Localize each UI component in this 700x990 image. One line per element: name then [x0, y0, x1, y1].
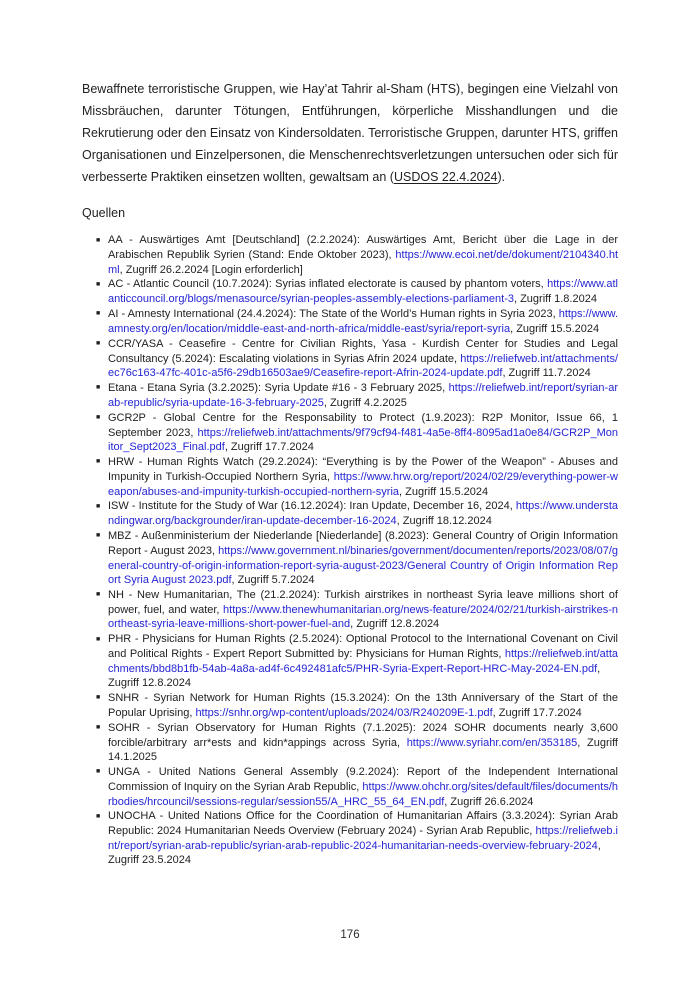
- source-tail-text: , Zugriff 17.7.2024: [224, 441, 314, 454]
- source-lead-text: UNGA - United Nations General Assembly (9.2.2024): Report of the Independent International Commission of Inquiry on the Syrian Arab Republic,: [108, 765, 618, 793]
- source-url-link[interactable]: https://www.syriahr.com/en/353185: [406, 736, 578, 749]
- page-number: 176: [340, 929, 360, 941]
- source-lead-text: HRW - Human Rights Watch (29.2.2024): “Everything is by the Power of the Weapon” - Abuses and Impunity in Turkish-Occupied Northern Syria,: [108, 455, 618, 483]
- bullet-square-icon: ■: [96, 812, 101, 820]
- bullet-square-icon: ■: [96, 414, 101, 422]
- source-lead-text: CCR/YASA - Ceasefire - Centre for Civilian Rights, Yasa - Kurdish Center for Studies and Legal Consultancy (5.2024): Escalating violations in Syrias Afrin 2024 update,: [108, 337, 618, 365]
- source-lead-text: AI - Amnesty International (24.4.2024): The State of the World’s Human rights in Syria 2023,: [108, 307, 559, 320]
- source-tail-text: , Zugriff 15.5.2024: [510, 323, 600, 336]
- source-url-link[interactable]: https://www.understandingwar.org/backgrounder/iran-update-december-16-2024: [108, 500, 618, 528]
- source-tail-text: , Zugriff 5.7.2024: [231, 574, 315, 587]
- bullet-square-icon: ■: [96, 635, 101, 643]
- source-tail-text: , Zugriff 26.2.2024 [Login erforderlich]: [119, 263, 303, 276]
- source-tail-text: , Zugriff 26.6.2024: [444, 795, 534, 808]
- source-url-link[interactable]: https://www.ohchr.org/sites/default/files/documents/hrbodies/hrcouncil/sessions-regular/session55/A_HRC_55_64_EN.pdf: [108, 780, 618, 808]
- source-lead-text: AC - Atlantic Council (10.7.2024): Syrias inflated electorate is caused by phantom voters,: [108, 278, 548, 291]
- paragraph-lead-text: Bewaffnete terroristische Gruppen, wie Hay’at Tahrir al-Sham (HTS), begingen eine Vielzahl von Missbräuchen, darunter Tötungen, Entführungen, körperliche Misshandlungen und die Rekrutierung oder den Einsatz von Kindersoldaten. Terroristische Gruppen, darunter HTS, griffen Organisationen und Einzelpersonen, die Menschenrechtsverletzungen untersuchen oder sich für verbesserte Praktiken einsetzen wollten, gewaltsam an (: [82, 82, 618, 184]
- source-list-item: [82, 632, 618, 691]
- source-list-item: [82, 499, 618, 529]
- source-url-link[interactable]: https://www.ecoi.net/de/dokument/2104340.html: [108, 249, 618, 276]
- bullet-square-icon: ■: [96, 502, 101, 510]
- source-url-link[interactable]: https://reliefweb.int/report/syrian-arab-republic/syrian-arab-republic-2024-humanitarian-needs-overview-february-2024: [108, 825, 618, 852]
- source-url-link[interactable]: https://www.thenewhumanitarian.org/news-feature/2024/02/21/turkish-airstrikes-northeast-syria-leave-millions-short-power-fuel-and: [108, 603, 618, 631]
- source-tail-text: , Zugriff 18.12.2024: [396, 515, 492, 528]
- source-url-link[interactable]: https://www.atlanticcouncil.org/blogs/menasource/syrian-peoples-assembly-elections-parliament-3: [108, 278, 618, 306]
- source-list-item: [82, 381, 618, 411]
- source-url-link[interactable]: https://www.hrw.org/report/2024/02/29/everything-power-weapon/abuses-and-impunity-turkish-occupied-northern-syria: [108, 471, 618, 498]
- source-lead-text: UNOCHA - United Nations Office for the Coordination of Humanitarian Affairs (3.3.2024): Syrian Arab Republic: 2024 Humanitarian Needs Overview (February 2024) - Syrian Arab Republic,: [108, 810, 618, 838]
- source-lead-text: AA - Auswärtiges Amt [Deutschland] (2.2.2024): Auswärtiges Amt, Bericht über die Lage in der Arabischen Republik Syrien (Stand: Ende Oktober 2023),: [108, 234, 618, 262]
- sources-heading: Quellen: [82, 206, 126, 220]
- body-paragraph: [82, 78, 618, 188]
- source-tail-text: , Zugriff 12.8.2024: [108, 662, 601, 690]
- bullet-square-icon: ■: [96, 280, 101, 288]
- source-lead-text: SOHR - Syrian Observatory for Human Rights (7.1.2025): 2024 SOHR documents nearly 3,600 forcible/arbitrary arr*ests and kidn*appings across Syria,: [108, 721, 618, 749]
- usdos-citation-link[interactable]: USDOS 22.4.2024: [393, 170, 498, 184]
- source-tail-text: , Zugriff 11.7.2024: [502, 367, 591, 380]
- sources-list: [82, 233, 618, 868]
- source-list-item: [82, 721, 618, 765]
- source-url-link[interactable]: https://reliefweb.int/attachments/bbd8b1fb-54ab-4a8a-ad4f-6c492481afc5/PHR-Syria-Expert-Report-HRC-May-2024-EN.pdf: [108, 648, 618, 675]
- source-lead-text: ISW - Institute for the Study of War (16.12.2024): Iran Update, December 16, 2024,: [108, 500, 516, 513]
- source-tail-text: , Zugriff 15.5.2024: [399, 485, 489, 498]
- source-url-link[interactable]: https://snhr.org/wp-content/uploads/2024/03/R240209E-1.pdf: [195, 707, 493, 719]
- source-url-link[interactable]: https://reliefweb.int/attachments/ec76c163-47fc-401c-a5f6-29db16503ae9/Ceasefire-report-Afrin-2024-update.pdf: [108, 352, 618, 380]
- source-list-item: [82, 307, 618, 337]
- source-list-item: [82, 809, 618, 868]
- source-lead-text: Etana - Etana Syria (3.2.2025): Syria Update #16 - 3 February 2025,: [108, 381, 449, 394]
- bullet-square-icon: ■: [96, 591, 101, 599]
- source-list-item: [82, 337, 618, 381]
- source-list-item: [82, 277, 618, 307]
- bullet-square-icon: ■: [96, 236, 101, 244]
- source-list-item: [82, 691, 618, 721]
- bullet-square-icon: ■: [96, 340, 101, 348]
- source-list-item: [82, 765, 618, 809]
- source-tail-text: , Zugriff 1.8.2024: [513, 293, 597, 306]
- source-list-item: [82, 455, 618, 499]
- bullet-square-icon: ■: [96, 458, 101, 466]
- source-lead-text: SNHR - Syrian Network for Human Rights (15.3.2024): On the 13th Anniversary of the Start of the Popular Uprising,: [108, 691, 618, 719]
- bullet-square-icon: ■: [96, 532, 101, 540]
- bullet-square-icon: ■: [96, 384, 101, 392]
- source-list-item: [82, 529, 618, 588]
- bullet-square-icon: ■: [96, 310, 101, 318]
- source-tail-text: , Zugriff 14.1.2025: [108, 736, 618, 764]
- bullet-square-icon: ■: [96, 768, 101, 776]
- paragraph-tail-text: ).: [497, 170, 506, 184]
- source-lead-text: MBZ - Außenministerium der Niederlande [Niederlande] (8.2023): General Country of Origin Information Report - August 2023,: [108, 529, 618, 557]
- source-list-item: [82, 233, 618, 277]
- source-url-link[interactable]: https://reliefweb.int/attachments/9f79cf94-f481-4a5e-8ff4-8095ad1a0e84/GCR2P_Monitor_Sept2023_Final.pdf: [108, 426, 618, 454]
- source-lead-text: NH - New Humanitarian, The (21.2.2024): Turkish airstrikes in northeast Syria leave millions short of power, fuel, and water,: [108, 588, 618, 616]
- source-tail-text: , Zugriff 4.2.2025: [323, 397, 407, 410]
- source-url-link[interactable]: https://reliefweb.int/report/syrian-arab-republic/syria-update-16-3-february-2025: [108, 381, 618, 410]
- source-tail-text: , Zugriff 12.8.2024: [350, 618, 440, 631]
- bullet-square-icon: ■: [96, 724, 101, 732]
- source-url-link[interactable]: https://www.government.nl/binaries/government/documenten/reports/2023/08/07/general-country-of-origin-information-report-syria-august-2023/General Country of Origin Information Report Syria August 2023.pdf: [108, 544, 618, 587]
- source-list-item: [82, 411, 618, 455]
- source-tail-text: , Zugriff 23.5.2024: [108, 839, 601, 867]
- source-lead-text: GCR2P - Global Centre for the Responsability to Protect (1.9.2023): R2P Monitor, Issue 66, 1 September 2023,: [108, 411, 618, 439]
- source-url-link[interactable]: https://www.amnesty.org/en/location/middle-east-and-north-africa/middle-east/syria/report-syria: [108, 307, 618, 336]
- source-lead-text: PHR - Physicians for Human Rights (2.5.2024): Optional Protocol to the International Covenant on Civil and Political Rights - Expert Report Submitted by: Physicians for Human Rights,: [108, 633, 618, 661]
- bullet-square-icon: ■: [96, 694, 101, 702]
- source-tail-text: , Zugriff 17.7.2024: [492, 707, 582, 719]
- source-list-item: [82, 588, 618, 632]
